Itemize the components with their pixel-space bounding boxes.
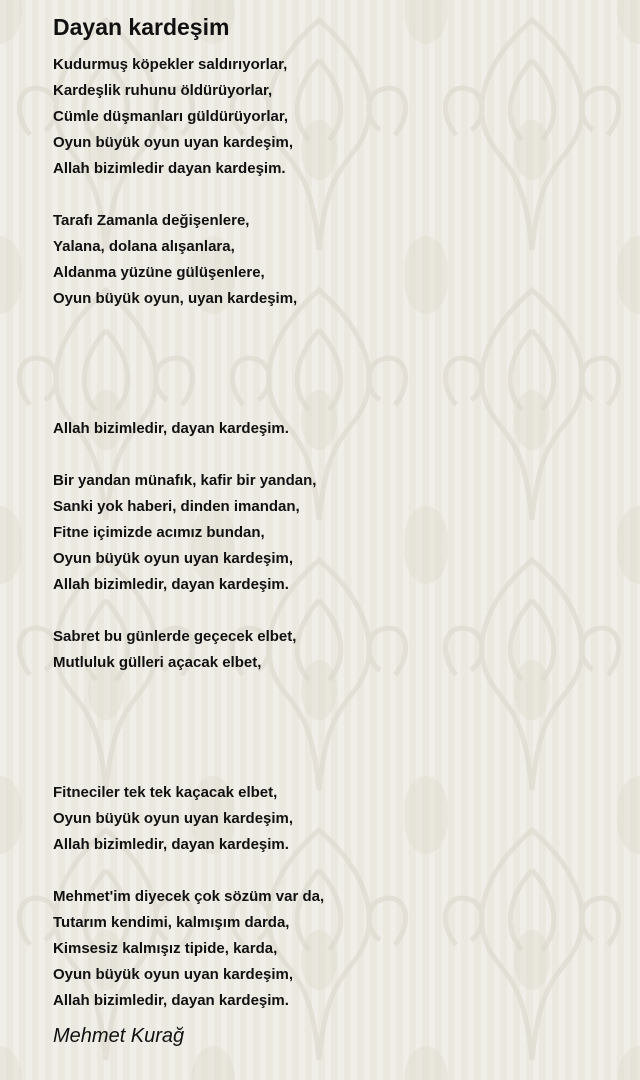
- poem-line: Kimsesiz kalmışız tipide, karda,: [53, 940, 278, 957]
- stanza-break: [53, 676, 613, 702]
- stanza-break: [53, 858, 613, 884]
- poem-line: Allah bizimledir, dayan kardeşim.: [53, 576, 289, 593]
- stanza-break: [53, 728, 613, 754]
- stanza-break: [53, 338, 613, 364]
- poem-line: Sanki yok haberi, dinden imandan,: [53, 498, 300, 515]
- poem-line: Oyun büyük oyun, uyan kardeşim,: [53, 290, 298, 307]
- stanza-break: [53, 702, 613, 728]
- poem-body: [53, 52, 613, 1014]
- poem-line: Kardeşlik ruhunu öldürüyorlar,: [53, 82, 273, 99]
- stanza-break: [53, 754, 613, 780]
- poem-line: Mehmet'im diyecek çok sözüm var da,: [53, 888, 325, 905]
- poem-line: Sabret bu günlerde geçecek elbet,: [53, 628, 297, 645]
- stanza-break: [53, 390, 613, 416]
- poem-line: Oyun büyük oyun uyan kardeşim,: [53, 810, 294, 827]
- poem-line: Allah bizimledir, dayan kardeşim.: [53, 836, 289, 853]
- poem-line: Yalana, dolana alışanlara,: [53, 238, 235, 255]
- poem-title: Dayan kardeşim: [53, 14, 230, 40]
- poem-line: Aldanma yüzüne gülüşenlere,: [53, 264, 265, 281]
- stanza-break: [53, 182, 613, 208]
- poem-line: Oyun büyük oyun uyan kardeşim,: [53, 134, 294, 151]
- stanza-break: [53, 442, 613, 468]
- poem-line: Fitneciler tek tek kaçacak elbet,: [53, 784, 278, 801]
- poem-line: Allah bizimledir dayan kardeşim.: [53, 160, 286, 177]
- poem-line: Kudurmuş köpekler saldırıyorlar,: [53, 56, 288, 73]
- poem-line: Bir yandan münafık, kafir bir yandan,: [53, 472, 317, 489]
- poem-line: Tarafı Zamanla değişenlere,: [53, 212, 250, 229]
- poem-line: Allah bizimledir, dayan kardeşim.: [53, 420, 289, 437]
- poem-line: Oyun büyük oyun uyan kardeşim,: [53, 966, 294, 983]
- poem-line: Oyun büyük oyun uyan kardeşim,: [53, 550, 294, 567]
- stanza-break: [53, 364, 613, 390]
- stanza-break: [53, 598, 613, 624]
- poem-line: Mutluluk gülleri açacak elbet,: [53, 654, 262, 671]
- stanza-break: [53, 312, 613, 338]
- poem-line: Tutarım kendimi, kalmışım darda,: [53, 914, 290, 931]
- poem-line: Allah bizimledir, dayan kardeşim.: [53, 992, 289, 1009]
- poem-line: Cümle düşmanları güldürüyorlar,: [53, 108, 289, 125]
- poem-line: Fitne içimizde acımız bundan,: [53, 524, 265, 541]
- poem-author: Mehmet Kurağ: [53, 1025, 185, 1047]
